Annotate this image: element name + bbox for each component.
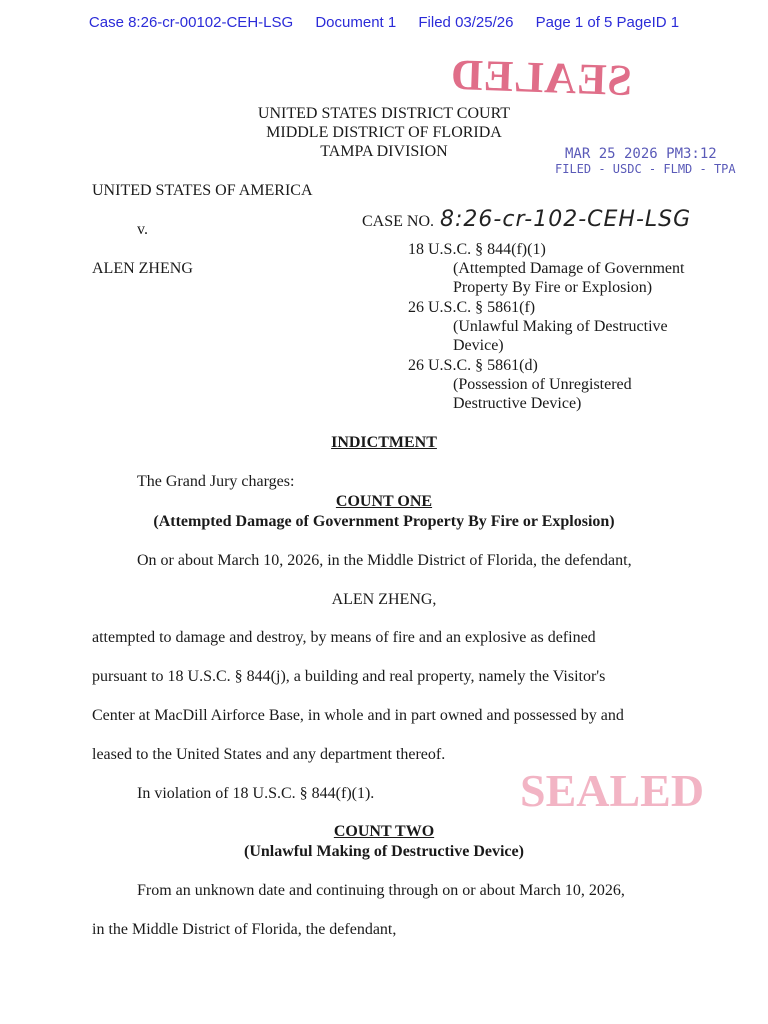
charge-description-1b: Property By Fire or Explosion) [453,279,653,296]
charge-description-3a: (Possession of Unregistered [453,376,632,393]
count-two-paragraph: From an unknown date and continuing through on or about March 10, 2026, [137,882,625,899]
header-document-number: Document 1 [315,14,397,31]
count-one-line-3: Center at MacDill Airforce Base, in whole and in part owned and possessed by and [92,707,624,724]
court-name: UNITED STATES DISTRICT COURT [257,105,511,122]
count-one-paragraph: On or about March 10, 2026, in the Middle District of Florida, the defendant, [137,552,632,569]
count-one-heading: COUNT ONE [335,493,433,510]
count-one-subheading: (Attempted Damage of Government Property By Fire or Explosion) [153,513,615,530]
count-one-line-1: attempted to damage and destroy, by means of fire and an explosive as defined [92,629,596,646]
count-one-defendant: ALEN ZHENG, [331,591,437,608]
filed-stamp-date: MAR 25 2026 PM3:12 [565,146,717,162]
count-one-violation: In violation of 18 U.S.C. § 844(f)(1). [137,785,375,802]
header-page-info: Page 1 of 5 PageID 1 [535,14,680,31]
charge-description-3b: Destructive Device) [453,395,582,412]
plaintiff-name: UNITED STATES OF AMERICA [92,182,313,199]
grand-jury-intro: The Grand Jury charges: [137,473,295,490]
charge-statute-2: 26 U.S.C. § 5861(f) [408,299,536,316]
filed-stamp-court: FILED - USDC - FLMD - TPA [555,162,736,176]
count-two-heading: COUNT TWO [333,823,435,840]
count-two-subheading: (Unlawful Making of Destructive Device) [244,843,524,860]
charge-description-2a: (Unlawful Making of Destructive [453,318,668,335]
filed-stamp [555,146,736,177]
defendant-name: ALEN ZHENG [92,260,193,277]
case-number-label: CASE NO. [362,213,435,230]
count-one-line-4: leased to the United States and any department thereof. [92,746,446,763]
case-number-line [362,207,691,232]
header-filed-date: Filed 03/25/26 [418,14,514,31]
count-one-line-2: pursuant to 18 U.S.C. § 844(j), a building and real property, namely the Visitor's [92,668,606,685]
court-division: TAMPA DIVISION [320,143,448,160]
case-number-handwritten: 8:26-cr-102-CEH-LSG [440,207,692,232]
charge-description-2b: Device) [453,337,504,354]
count-two-defendant-intro: in the Middle District of Florida, the defendant, [92,921,397,938]
court-district: MIDDLE DISTRICT OF FLORIDA [266,124,502,141]
charge-statute-3: 26 U.S.C. § 5861(d) [408,357,538,374]
indictment-title: INDICTMENT [331,434,437,451]
charge-statute-1: 18 U.S.C. § 844(f)(1) [408,241,546,258]
sealed-stamp-bottom: SEALED [520,765,705,816]
versus-label: v. [137,221,148,238]
sealed-stamp-top: SEALED [449,49,633,106]
header-case-number: Case 8:26-cr-00102-CEH-LSG [88,14,294,31]
charge-description-1a: (Attempted Damage of Government [453,260,685,277]
